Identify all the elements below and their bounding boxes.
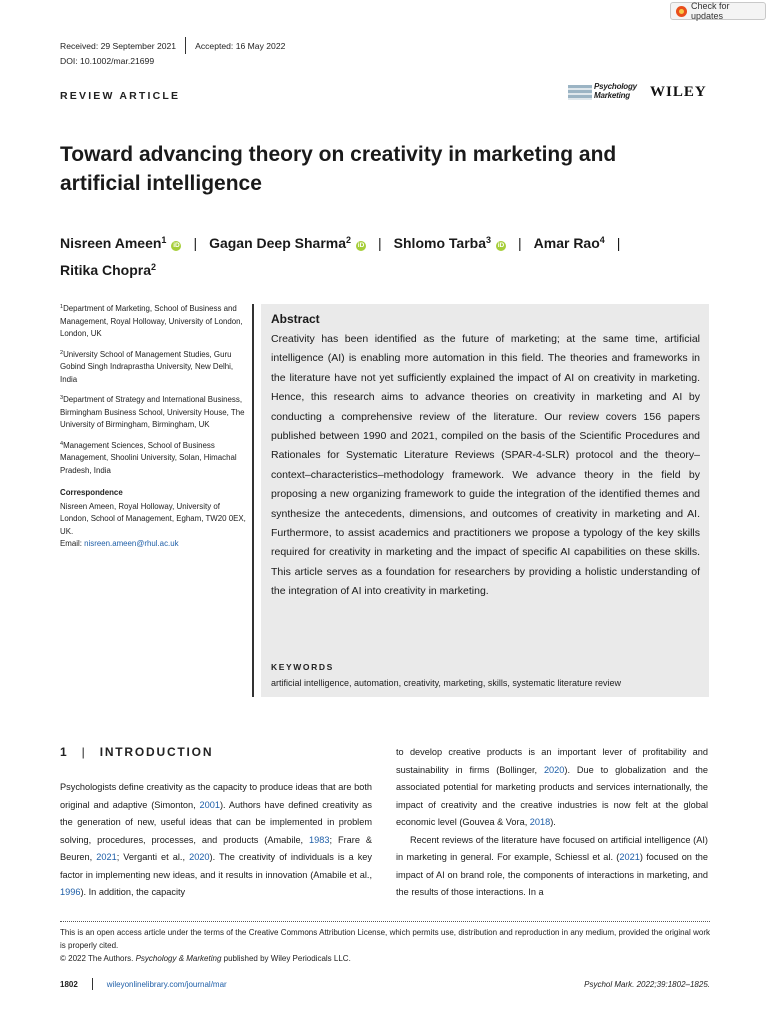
wiley-logo: WILEY — [650, 83, 707, 100]
author-separator: | — [193, 235, 198, 251]
orcid-icon[interactable]: iD — [497, 242, 505, 249]
body-text: ). — [550, 817, 556, 827]
journal-url-link[interactable]: wileyonlinelibrary.com/journal/mar — [106, 979, 227, 989]
check-for-updates-button[interactable] — [670, 2, 766, 20]
author-separator: | — [518, 235, 522, 251]
affiliation-marker: 1 — [60, 304, 64, 310]
email-label: Email: — [60, 539, 85, 548]
doi: DOI: 10.1002/mar.21699 — [60, 56, 155, 66]
logo-line-1: Psychology — [594, 82, 637, 91]
orcid-icon[interactable]: iD — [357, 242, 365, 249]
citation-link[interactable]: 2020 — [189, 852, 210, 862]
citation-link[interactable]: 2001 — [199, 799, 220, 810]
section-number: 1 — [60, 745, 69, 759]
journal-citation: Psychol Mark. 2022;39:1802–1825. — [584, 979, 710, 989]
body-text: to develop creative products is an important lever of profitability and sustainability in firms (Bollinger, — [396, 747, 708, 775]
section-title: INTRODUCTION — [99, 745, 214, 759]
page-footer — [60, 978, 710, 990]
correspondence-text: Nisreen Ameen, Royal Holloway, University of London, School of Management, Egham, TW20 0EX, UK. — [60, 501, 246, 536]
section-heading: 1 | INTRODUCTION — [60, 745, 214, 759]
page-number: 1802 — [60, 979, 78, 989]
affiliation-marker: 3 — [60, 395, 64, 401]
copyright-post: published by Wiley Periodicals LLC. — [221, 954, 351, 964]
body-text: ). The creativity of individuals is a key factor in implementing new ideas, and it results in innovation (Amabile et al., — [60, 852, 373, 880]
logo-line-2: Marketing — [594, 90, 630, 100]
author-affiliation-marker: 1 — [161, 235, 167, 245]
citation-link[interactable]: 2018 — [529, 817, 551, 827]
affiliations — [60, 301, 246, 551]
citation-link[interactable]: 2020 — [543, 764, 565, 775]
correspondence-heading: Correspondence — [60, 488, 123, 497]
body-text: ; Verganti et al., — [116, 852, 190, 862]
affiliation-text: Department of Strategy and International Business, Birmingham Business School, University House, The University of Birmingham, Birmingham, UK — [60, 395, 245, 429]
author-list — [60, 228, 720, 282]
body-text: ) focused on the impact of AI on brand role, the components of interactions in marketing, and the results of those interactions. In a — [396, 852, 709, 897]
citation-link[interactable]: 1996 — [60, 887, 81, 897]
abstract-rule — [252, 304, 254, 697]
journal-logo — [568, 83, 707, 101]
article-type: REVIEW ARTICLE — [60, 90, 181, 102]
body-text: Recent reviews of the literature have focused on artificial intelligence (AI) in marketing in general. For example, Schiessl et al. ( — [396, 834, 708, 862]
author-name: Nisreen Ameen — [60, 235, 162, 251]
affiliation-text: Department of Marketing, School of Business and Management, Royal Holloway, University of London, London, UK — [60, 304, 243, 338]
citation-link[interactable]: 1983 — [309, 834, 330, 845]
author-name: Gagan Deep Sharma — [209, 235, 347, 251]
affiliation-text: University School of Management Studies, Guru Gobind Singh Indraprastha University, New Delhi, India — [60, 349, 234, 384]
psychology-marketing-logo — [568, 83, 642, 101]
orcid-icon[interactable]: iD — [173, 242, 180, 249]
affiliation-item — [60, 301, 246, 341]
article-dates — [60, 37, 285, 54]
author-affiliation-marker: 4 — [599, 235, 605, 245]
keywords-heading: KEYWORDS — [271, 662, 334, 672]
affiliation-item — [60, 438, 246, 478]
author-affiliation-marker: 2 — [151, 262, 157, 272]
received-date: Received: 29 September 2021 — [60, 40, 177, 51]
citation-link[interactable]: 2021 — [96, 852, 117, 862]
copyright-pre: © 2022 The Authors. — [60, 954, 136, 964]
abstract-heading: Abstract — [271, 312, 320, 326]
affiliation-item — [60, 347, 246, 387]
article-title: Toward advancing theory on creativity in marketing and artificial intelligence — [60, 143, 617, 195]
keywords-text: artificial intelligence, automation, creativity, marketing, skills, systematic literature review — [271, 678, 621, 688]
intro-left-column — [60, 779, 372, 902]
body-text: Psychologists define creativity as the capacity to produce ideas that are both original and adaptive (Simonton, — [60, 782, 372, 810]
body-text: ; Frare & Beuren, — [60, 834, 372, 862]
author-separator: | — [378, 235, 382, 251]
author-name: Amar Rao — [533, 235, 600, 251]
body-text: ). Due to globalization and the associated potential for marketing products and services internationally, the impact of creativity and the creative industries is now felt at the global economic level (Gouvea & Vora, — [396, 764, 708, 827]
citation-link[interactable]: 2021 — [619, 852, 640, 862]
logo-bars-icon — [568, 85, 592, 100]
author-name: Shlomo Tarba — [393, 235, 486, 251]
divider — [185, 37, 186, 54]
author-name: Ritika Chopra — [60, 262, 152, 278]
affiliation-marker: 2 — [60, 349, 64, 356]
license-text: This is an open access article under the terms of the Creative Commons Attribution License, which permits use, distribution and reproduction in any medium, provided the original work is properly cited. — [60, 928, 710, 951]
accepted-date: Accepted: 16 May 2022 — [195, 40, 286, 51]
body-text: ). In addition, the capacity — [80, 887, 186, 897]
email-link[interactable]: nisreen.ameen@rhul.ac.uk — [84, 539, 179, 548]
body-text: ). Authors have defined creativity as the generation of new, useful ideas that can be implemented in problem solving, procedures, processes, and products (Amabile, — [60, 799, 372, 845]
footnote-divider — [60, 921, 710, 922]
footer-divider — [92, 978, 93, 990]
author-affiliation-marker: 2 — [346, 235, 352, 245]
author-separator: | — [616, 235, 621, 251]
intro-paragraph-2 — [396, 832, 708, 902]
affiliation-item — [60, 392, 246, 432]
crossmark-icon — [676, 6, 687, 17]
affiliation-text: Management Sciences, School of Business Management, Shoolini University, Solan, Himachal Pradesh, India — [60, 440, 237, 475]
copyright-journal: Psychology & Marketing — [135, 954, 222, 964]
abstract-text: Creativity has been identified as the future of marketing; at the same time, artificial intelligence (AI) is enabling more automation in this field. The theories and frameworks in the literature have not yet sufficiently explained the impact of AI on creativity in marketing. Hence, this research aims to advance theories on creativity in marketing and AI by conducting a comprehensive review of the literature. Our review covers 156 papers published between 1990 and 2021, compiled on the basis of the Scientific Procedures and Rationales for Systematic Literature Reviews (SPAR-4-SLR) protocol and the theory–context–characteristics–methodology framework. We advance theory in the field by proposing a new organizing framework to guide the integration of the identified themes and synthesize the antecedents, dimensions, and outcomes of creativity in marketing and AI. Furthermore, to assist academics and practitioners we propose a typology of the key skills required for creativity in marketing and the impact of specific AI capabilities on these skills. This article serves as a foundation for researchers by providing a holistic understanding of the integration of AI into creativity in marketing. — [271, 333, 700, 598]
intro-paragraph-1 — [396, 744, 708, 832]
author-affiliation-marker: 3 — [485, 235, 491, 245]
license-note — [60, 926, 710, 966]
intro-right-column — [396, 744, 708, 902]
affiliation-marker: 4 — [60, 440, 64, 447]
check-for-updates-label: Check for updates — [691, 1, 730, 21]
